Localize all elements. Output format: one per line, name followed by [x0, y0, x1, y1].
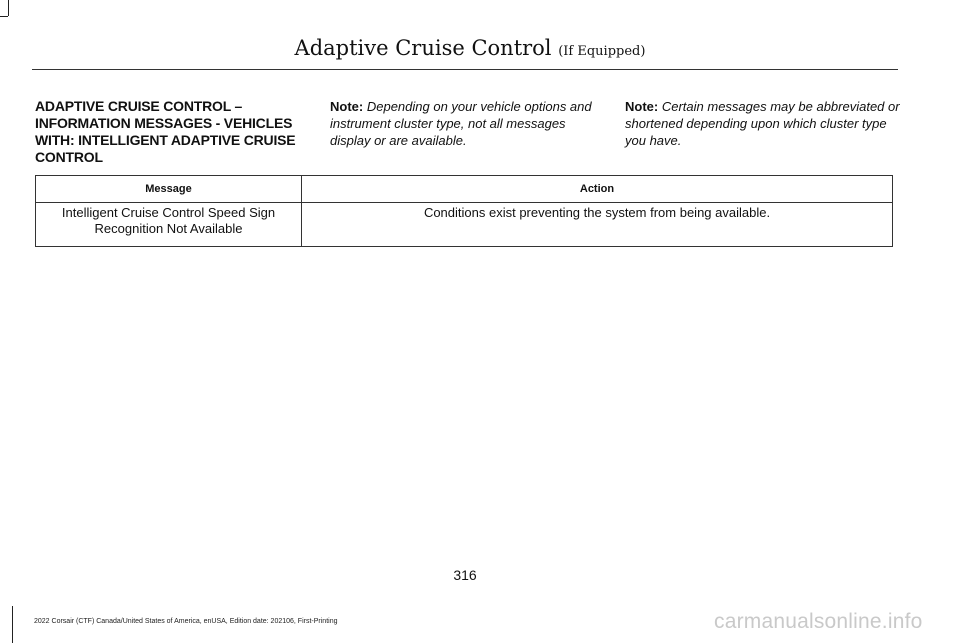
footer-edition-info: 2022 Corsair (CTF) Canada/United States of America, enUSA, Edition date: 202106, First-Printing [34, 618, 338, 625]
table-row [36, 203, 893, 247]
note-text: Depending on your vehicle options and instrument cluster type, not all messages display or are available. [330, 99, 592, 148]
header-title: Adaptive Cruise Control [294, 36, 552, 60]
table-header-row [36, 176, 893, 203]
crop-mark-top-left-horizontal [0, 16, 8, 17]
note-abbreviated-messages [625, 98, 900, 149]
note-label: Note: [330, 99, 364, 114]
section-heading: ADAPTIVE CRUISE CONTROL – INFORMATION MESSAGES - VEHICLES WITH: INTELLIGENT ADAPTIVE CRUISE CONTROL [35, 98, 296, 165]
message-cell: Intelligent Cruise Control Speed Sign Recognition Not Available [36, 203, 302, 247]
column-header-action: Action [302, 176, 893, 203]
note-text: Certain messages may be abbreviated or shortened depending upon which cluster type you have. [625, 99, 900, 148]
crop-mark-top-left-vertical [8, 0, 9, 16]
crop-mark-bottom-left-vertical [12, 606, 13, 643]
header-subtitle: (If Equipped) [558, 44, 646, 59]
action-cell: Conditions exist preventing the system from being available. [302, 203, 893, 247]
note-label: Note: [625, 99, 659, 114]
page-number: 316 [453, 567, 477, 583]
column-header-message: Message [36, 176, 302, 203]
messages-table [35, 175, 893, 247]
header-divider [32, 69, 898, 70]
note-vehicle-options [330, 98, 602, 149]
watermark: carmanualsonline.info [714, 610, 923, 633]
page-header [0, 36, 940, 60]
